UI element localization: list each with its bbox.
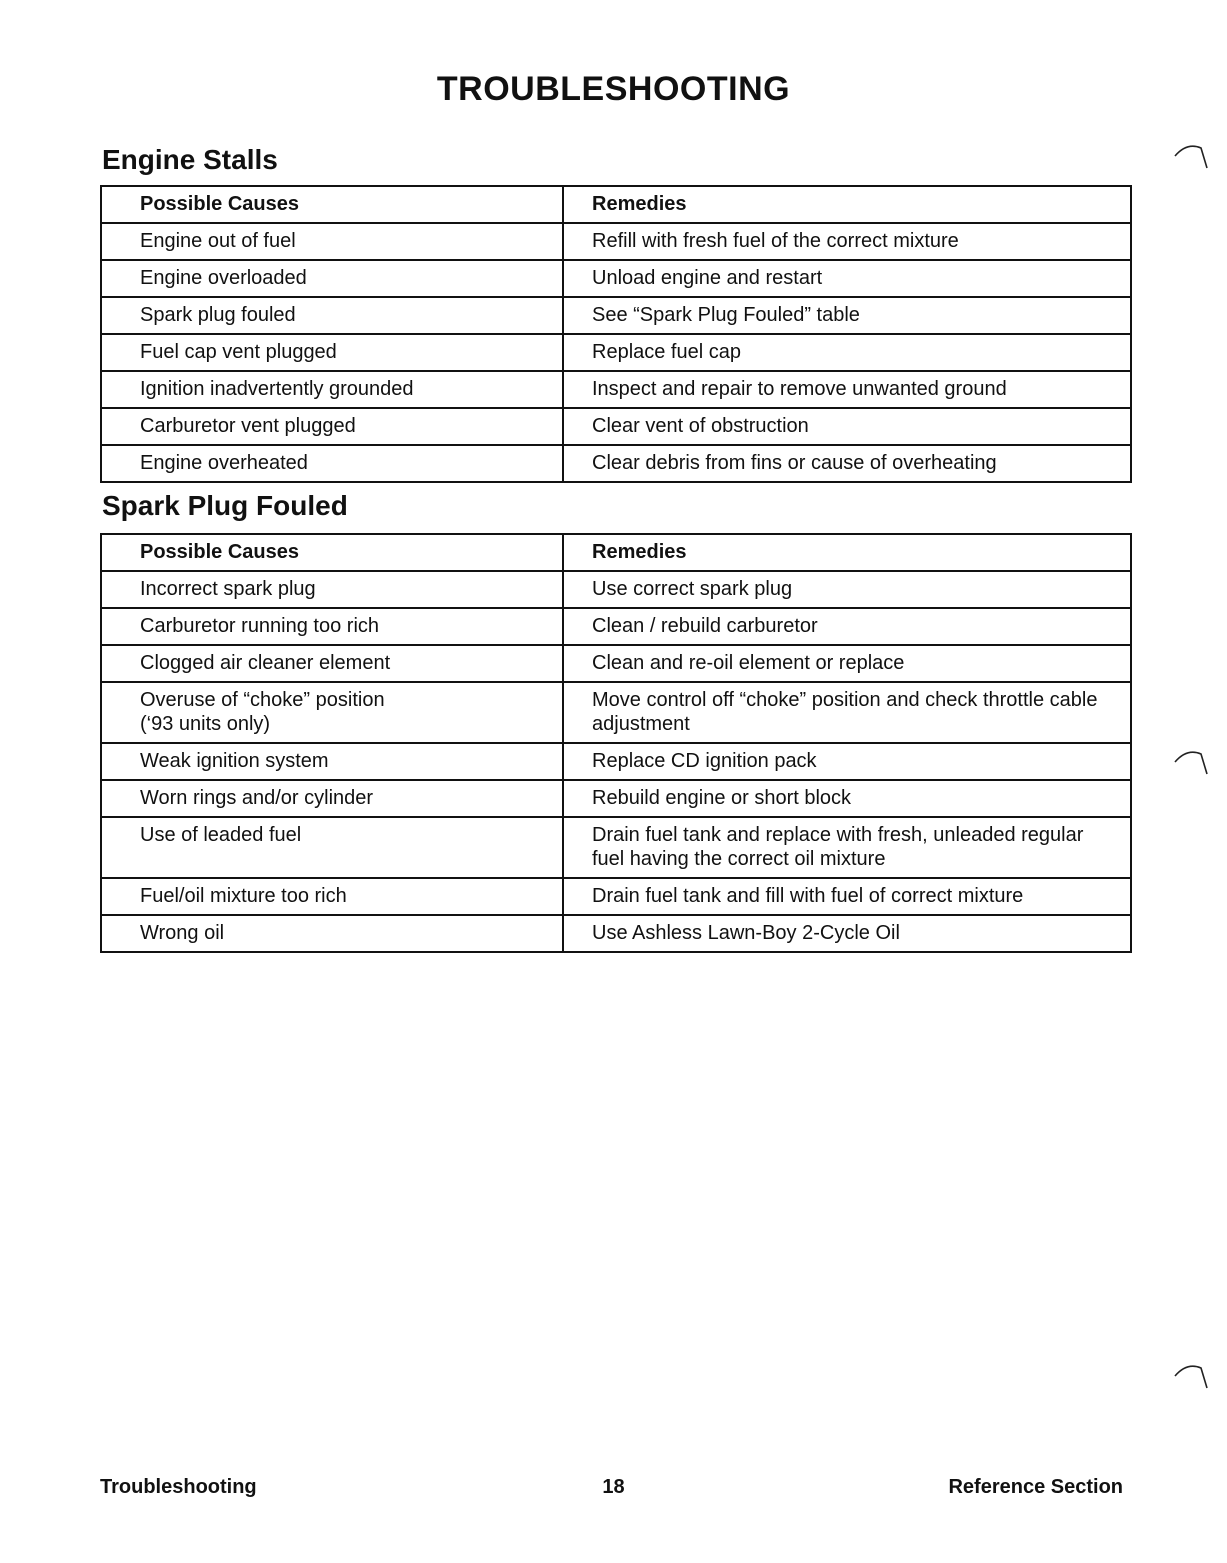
spark-plug-fouled-table [100,533,1132,953]
remedy-cell [563,645,1131,682]
table-row [101,915,1131,952]
table-row [101,260,1131,297]
remedy-cell [563,682,1131,743]
cause-cell [101,645,563,682]
binder-hole-mark-middle [1171,746,1211,776]
page-title: TROUBLESHOOTING [436,70,791,108]
remedy-cell [563,334,1131,371]
table-body [101,571,1131,952]
table-row [101,334,1131,371]
cause-cell-text: Clogged air cleaner element [140,652,391,674]
cause-cell [101,445,563,482]
cause-cell-text: (‘93 units only) [140,713,271,735]
cause-cell-text: Ignition inadvertently grounded [140,378,414,400]
cause-cell-text: Worn rings and/or cylinder [140,787,374,809]
remedy-cell-text: Use Ashless Lawn-Boy 2-Cycle Oil [592,922,900,944]
table-row [101,297,1131,334]
table-row [101,608,1131,645]
remedy-cell [563,371,1131,408]
remedy-cell-text: See “Spark Plug Fouled” table [592,304,860,326]
table-row [101,878,1131,915]
cause-cell [101,371,563,408]
cause-cell [101,408,563,445]
cause-cell-text: Fuel cap vent plugged [140,341,337,363]
cause-cell [101,260,563,297]
remedy-cell [563,878,1131,915]
table-header-row [101,186,1131,223]
table-row [101,645,1131,682]
cause-cell [101,223,563,260]
remedy-cell-text: Refill with fresh fuel of the correct mixture [592,230,959,252]
section-heading-engine-stalls: Engine Stalls [102,144,278,175]
cause-cell [101,878,563,915]
table-body [101,223,1131,482]
remedy-cell [563,223,1131,260]
remedy-cell-text: Replace fuel cap [592,341,741,363]
causes-header: Possible Causes [101,534,563,571]
table-row [101,371,1131,408]
cause-cell [101,743,563,780]
causes-header: Possible Causes [101,186,563,223]
remedy-cell-text: Clear debris from fins or cause of overheating [592,452,997,474]
cause-cell-text: Weak ignition system [140,750,329,772]
cause-cell [101,780,563,817]
cause-cell [101,571,563,608]
table-row [101,445,1131,482]
remedy-cell-text: Rebuild engine or short block [592,787,852,809]
remedy-cell-text: adjustment [592,713,690,735]
cause-cell-text: Use of leaded fuel [140,824,302,846]
remedy-cell [563,297,1131,334]
cause-cell [101,817,563,878]
footer-reference-label: Reference Section [948,1476,1123,1498]
table-row [101,743,1131,780]
section-heading-spark-plug-fouled: Spark Plug Fouled [102,490,348,521]
table-row [101,223,1131,260]
remedy-cell [563,915,1131,952]
remedy-cell-text: Clean / rebuild carburetor [592,615,818,637]
cause-cell [101,682,563,743]
cause-cell [101,334,563,371]
remedy-cell [563,608,1131,645]
cause-cell-text: Engine overheated [140,452,308,474]
remedy-cell-text: fuel having the correct oil mixture [592,848,886,870]
remedy-cell [563,780,1131,817]
remedy-cell-text: Inspect and repair to remove unwanted ground [592,378,1007,400]
cause-cell-text: Engine overloaded [140,267,307,289]
cause-cell [101,297,563,334]
cause-cell-text: Carburetor running too rich [140,615,380,637]
cause-cell-text: Overuse of “choke” position [140,689,385,711]
cause-cell-text: Engine out of fuel [140,230,296,252]
cause-cell-text: Carburetor vent plugged [140,415,356,437]
remedy-cell [563,571,1131,608]
cause-cell [101,608,563,645]
cause-cell-text: Fuel/oil mixture too rich [140,885,347,907]
table-row [101,817,1131,878]
remedy-cell [563,743,1131,780]
remedies-header: Remedies [563,534,1131,571]
table-row [101,571,1131,608]
remedies-header: Remedies [563,186,1131,223]
binder-hole-mark-bottom [1171,1360,1211,1390]
table-header-row [101,534,1131,571]
cause-cell-text: Wrong oil [140,922,225,944]
cause-cell [101,915,563,952]
remedy-cell-text: Drain fuel tank and fill with fuel of correct mixture [592,885,1024,907]
engine-stalls-table [100,185,1132,483]
table-row [101,408,1131,445]
remedy-cell-text: Unload engine and restart [592,267,823,289]
binder-hole-mark-top [1171,140,1211,170]
table-row [101,682,1131,743]
remedy-cell [563,260,1131,297]
cause-cell-text: Spark plug fouled [140,304,296,326]
remedy-cell-text: Replace CD ignition pack [592,750,817,772]
page-number: 18 [602,1476,625,1498]
remedy-cell-text: Use correct spark plug [592,578,793,600]
remedy-cell [563,817,1131,878]
remedy-cell-text: Clear vent of obstruction [592,415,809,437]
remedy-cell-text: Clean and re-oil element or replace [592,652,905,674]
footer-section-label: Troubleshooting [100,1476,257,1498]
cause-cell-text: Incorrect spark plug [140,578,316,600]
remedy-cell [563,408,1131,445]
remedy-cell-text: Drain fuel tank and replace with fresh, unleaded regular [592,824,1084,846]
remedy-cell-text: Move control off “choke” position and check throttle cable [592,689,1098,711]
table-row [101,780,1131,817]
remedy-cell [563,445,1131,482]
